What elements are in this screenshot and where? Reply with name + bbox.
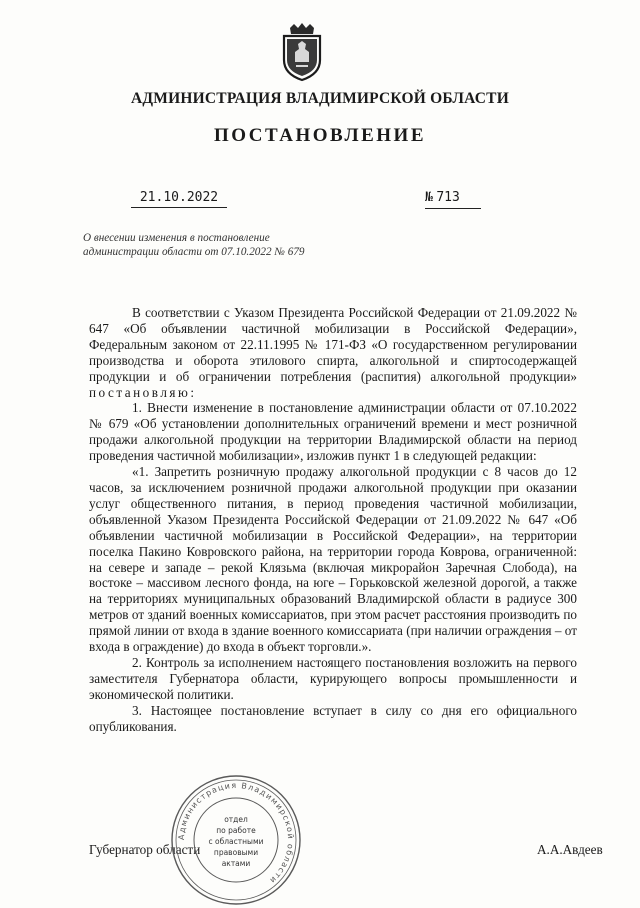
stamp-line-2: по работе — [216, 826, 256, 835]
number-value: 713 — [436, 190, 460, 205]
intro-paragraph — [89, 305, 577, 400]
item-3: 3. Настоящее постановление вступает в силу со дня его официального опубликования. — [89, 702, 577, 734]
document-number — [425, 190, 481, 209]
document-subject: О внесении изменения в постановление администрации области от 07.10.2022 № 679 — [83, 232, 305, 258]
stamp-ring-text: Администрация Владимирской области — [176, 780, 296, 886]
signatory-title: Губернатор области — [89, 842, 201, 857]
coat-of-arms-icon — [276, 22, 328, 82]
stamp-line-5: актами — [221, 859, 251, 868]
document-body — [89, 305, 577, 734]
signatory-name: А.А.Авдеев — [537, 842, 603, 857]
official-stamp — [168, 772, 304, 908]
organization-name: АДМИНИСТРАЦИЯ ВЛАДИМИРСКОЙ ОБЛАСТИ — [131, 90, 509, 107]
resolve-word: постановляю: — [89, 384, 197, 400]
item-1: 1. Внести изменение в постановление администрации области от 07.10.2022 № 679 «Об установлении дополнительных ограничений времени и мест розничной продажи алкогольной продукции на территории Владимирской области на период проведения частичной мобилизации», изложив пункт 1 в следующей редакции: — [89, 400, 577, 464]
document-type: ПОСТАНОВЛЕНИЕ — [213, 125, 427, 146]
item-2: 2. Контроль за исполнением настоящего постановления возложить на первого заместителя Губернатора области, курирующего вопросы промышленности и экономической политики. — [89, 654, 577, 702]
stamp-line-4: правовыми — [213, 848, 259, 857]
intro-text: В соответствии с Указом Президента Российской Федерации от 21.09.2022 № 647 «Об объявлении частичной мобилизации в Российской Федерации», Федеральным законом от 22.11.1995 № 171-ФЗ «О государственном регулировании производства и оборота этилового спирта, алкогольной и спиртосодержащей продукции и об ограничении потребления (распития) алкогольной продукции» — [89, 305, 577, 384]
stamp-line-1: отдел — [224, 815, 248, 824]
number-sign: № — [425, 190, 433, 205]
document-date: 21.10.2022 — [131, 190, 227, 208]
stamp-line-3: с областными — [208, 837, 264, 846]
item-1-quote: «1. Запретить розничную продажу алкогольной продукции с 8 часов до 12 часов, за исключением розничной продажи алкогольной продукции при оказании услуг общественного питания, в период проведения частичной мобилизации, объявленной Указом Президента Российской Федерации от 21.09.2022 № 647 «Об объявлении частичной мобилизации в Российской Федерации», на территории поселка Пакино Ковровского района, на территории города Коврова, ограниченной: на севере и западе – рекой Клязьма (включая микрорайон Заречная Слобода), на востоке – массивом лесного фонда, на юге – Горьковской железной дорогой, а также на территориях муниципальных образований Владимирской области в радиусе 300 метров от зданий военных комиссариатов, при этом расчет расстояния производить по прямой линии от входа в здание военного комиссариата (при наличии ограждения – от входа в ограждение) до входа в объект торговли.». — [89, 464, 577, 655]
